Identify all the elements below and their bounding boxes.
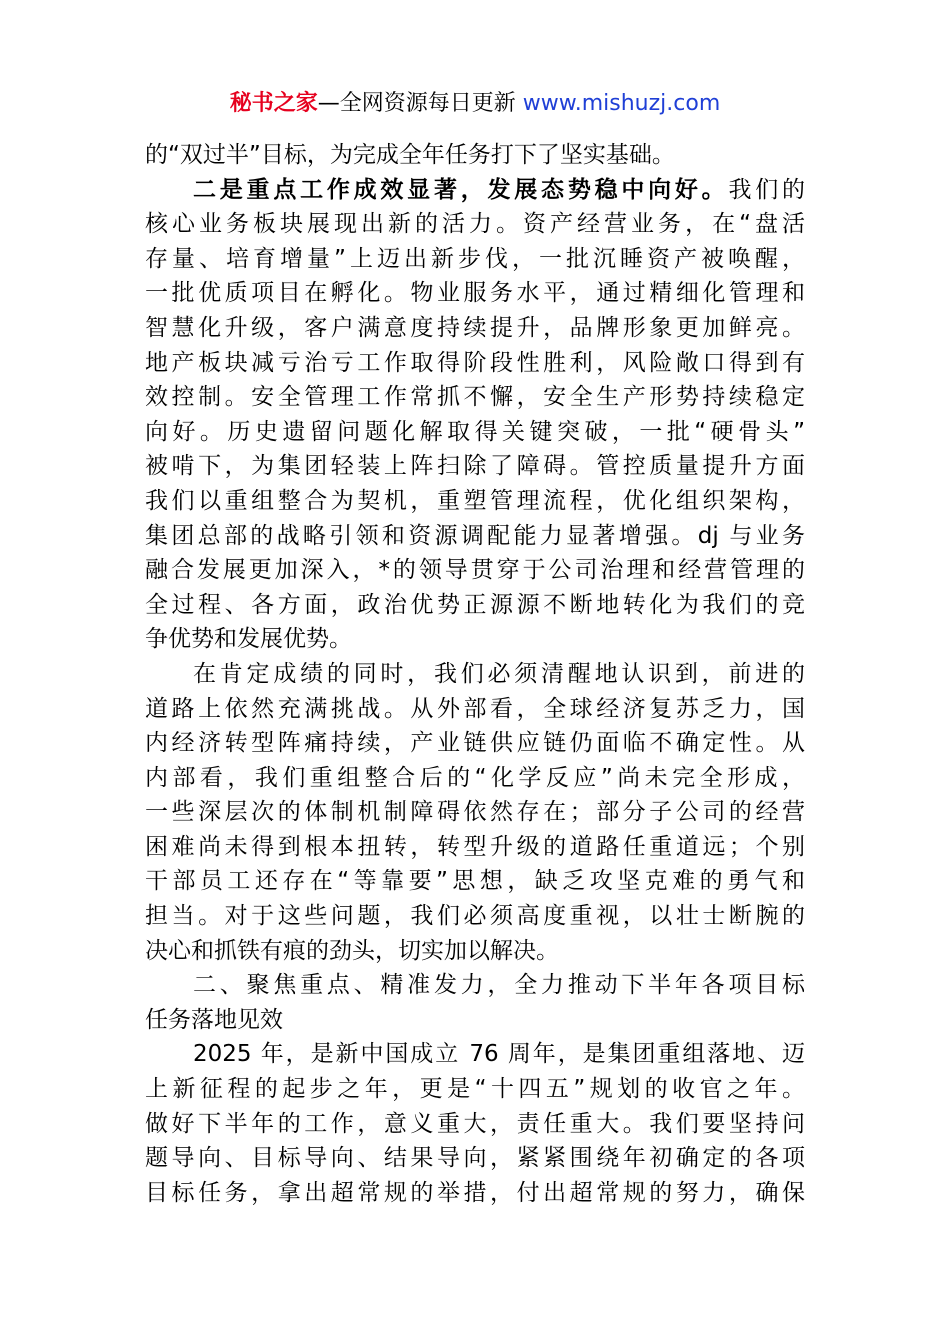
text-line: 目标任务，拿出超常规的举措，付出超常规的努力，确保	[145, 1179, 805, 1206]
text-line: 争优势和发展优势。	[145, 626, 352, 653]
text-line: 效控制。安全管理工作常抓不懈，安全生产形势持续稳定	[145, 384, 805, 411]
text-line: 的“双过半”目标，为完成全年任务打下了坚实基础。	[145, 142, 675, 168]
brand-name: 秘书之家	[229, 91, 318, 116]
text-line: 困难尚未得到根本扭转，转型升级的道路任重道远；个别	[145, 833, 805, 860]
text-line: 上新征程的起步之年，更是“十四五”规划的收官之年。	[145, 1076, 805, 1103]
text-line: 内经济转型阵痛持续，产业链供应链仍面临不确定性。从	[145, 730, 805, 757]
text-line: 在肯定成绩的同时，我们必须清醒地认识到，前进的	[193, 660, 805, 687]
text-line: 全过程、各方面，政治优势正源源不断地转化为我们的竞	[145, 591, 805, 618]
text-line: 向好。历史遗留问题化解取得关键突破，一批“硬骨头”	[145, 418, 805, 445]
text-line: 题导向、目标导向、结果导向，紧紧围绕年初确定的各项	[145, 1145, 805, 1172]
text-line: 担当。对于这些问题，我们必须高度重视，以壮士断腕的	[145, 903, 805, 930]
text-line: 道路上依然充满挑战。从外部看，全球经济复苏乏力，国	[145, 695, 805, 722]
text-line: 存量、培育增量”上迈出新步伐，一批沉睡资产被唤醒，	[145, 245, 805, 272]
text-line: 干部员工还存在“等靠要”思想，缺乏攻坚克难的勇气和	[145, 868, 805, 895]
text-line: 智慧化升级，客户满意度持续提升，品牌形象更加鲜亮。	[145, 314, 805, 341]
site-header	[0, 88, 950, 120]
header-tagline: —全网资源每日更新	[317, 91, 523, 116]
text-line: 决心和抓铁有痕的劲头，切实加以解决。	[145, 937, 559, 964]
text-line: 核心业务板块展现出新的活力。资产经营业务，在“盘活	[145, 211, 805, 238]
text-line: 一批优质项目在孵化。物业服务水平，通过精细化管理和	[145, 280, 805, 307]
section-heading-line: 任务落地见效	[145, 1006, 283, 1033]
text-line: 我们以重组整合为契机，重塑管理流程，优化组织架构，	[145, 487, 805, 514]
text-line: 被啃下，为集团轻装上阵扫除了障碍。管控质量提升方面	[145, 453, 805, 480]
text-line: 地产板块减亏治亏工作取得阶段性胜利，风险敞口得到有	[145, 349, 805, 376]
text-line: 一些深层次的体制机制障碍依然存在；部分子公司的经营	[145, 799, 805, 826]
text-line: 融合发展更加深入，*的领导贯穿于公司治理和经营管理的	[145, 557, 805, 584]
text-line: 内部看，我们重组整合后的“化学反应”尚未完全形成，	[145, 764, 805, 791]
bold-lead: 二是重点工作成效显著，发展态势稳中向好。	[193, 176, 729, 203]
site-url[interactable]: www.mishuzj.com	[522, 91, 721, 116]
text-line: 集团总部的战略引领和资源调配能力显著增强。dj 与业务	[145, 522, 805, 549]
document-body	[145, 138, 805, 1210]
paragraph-lead-line	[145, 173, 805, 208]
text-line: 做好下半年的工作，意义重大，责任重大。我们要坚持问	[145, 1110, 805, 1137]
section-heading-line: 二、聚焦重点、精准发力，全力推动下半年各项目标	[193, 972, 805, 999]
lead-rest: 我们的	[728, 176, 806, 203]
text-line: 2025 年，是新中国成立 76 周年，是集团重组落地、迈	[193, 1041, 805, 1068]
